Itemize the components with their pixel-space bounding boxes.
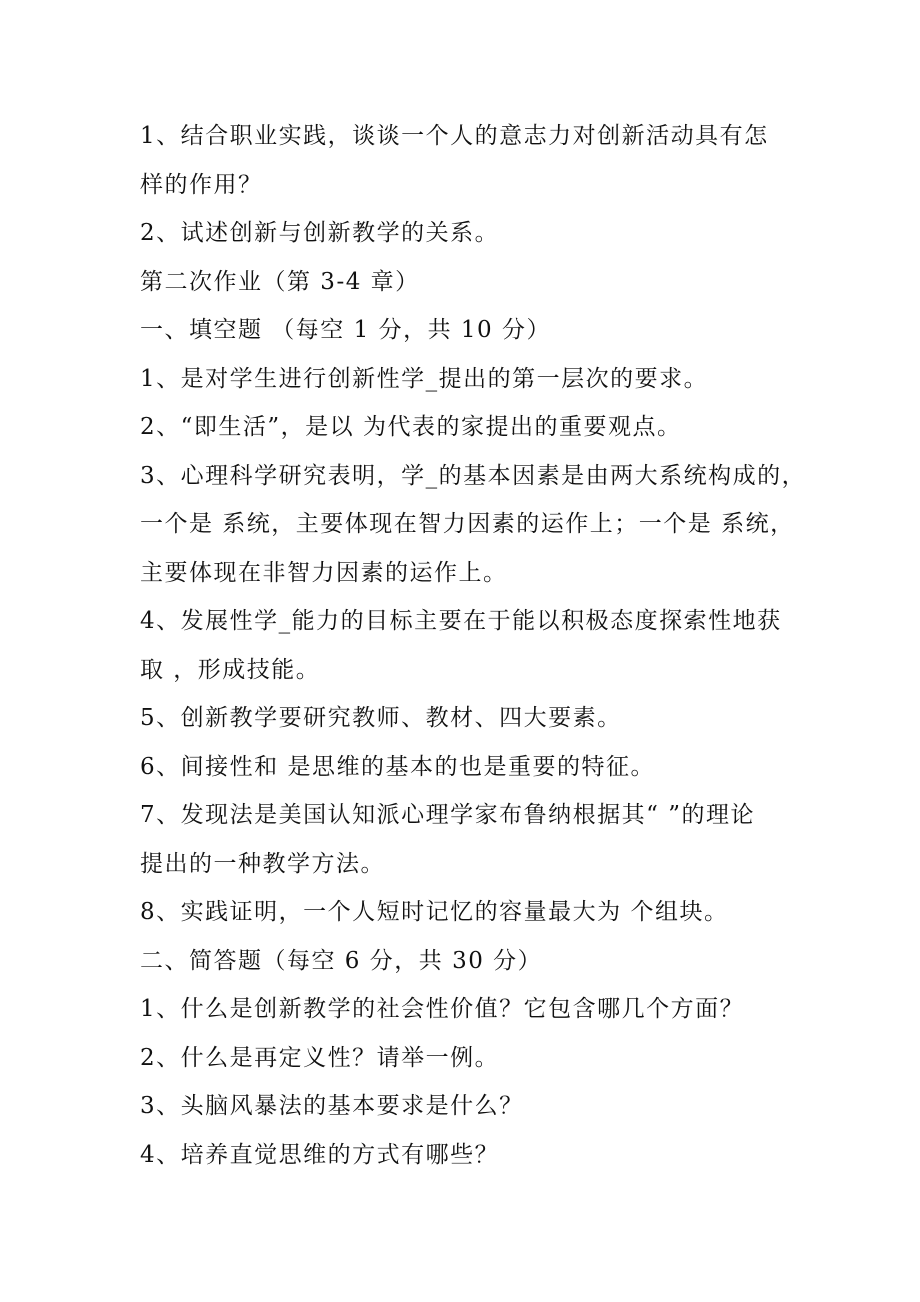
question-line: 取 ，形成技能。 [140, 656, 321, 683]
question-line: 4、培养直觉思维的方式有哪些？ [140, 1141, 500, 1168]
question-line: 2、什么是再定义性？请举一例。 [140, 1044, 500, 1071]
question-line: 1、是对学生进行创新性学_提出的第一层次的要求。 [140, 365, 709, 392]
question-line: 5、创新教学要研究教师、教材、四大要素。 [140, 705, 622, 731]
question-line: 提出的一种教学方法。 [140, 850, 385, 877]
question-line: 3、心理科学研究表明，学_的基本因素是由两大系统构成的， [140, 462, 807, 489]
document-body [140, 112, 807, 1179]
question-line: 1、结合职业实践，谈谈一个人的意志力对创新活动具有怎 [140, 123, 769, 149]
section-heading: 二、简答题（每空 6 分，共 30 分） [140, 947, 543, 974]
question-line: 2、试述创新与创新教学的关系。 [140, 220, 500, 246]
question-line: 3、头脑风暴法的基本要求是什么？ [140, 1093, 524, 1119]
question-line: 6、间接性和 是思维的基本的也是重要的特征。 [140, 753, 655, 780]
question-line: 1、什么是创新教学的社会性价值？它包含哪几个方面？ [140, 996, 745, 1022]
question-line: 主要体现在非智力因素的运作上。 [140, 559, 508, 586]
question-line: 4、发展性学_能力的目标主要在于能以积极态度探索性地获 [140, 608, 782, 634]
question-line: 8、实践证明，一个人短时记忆的容量最大为 个组块。 [140, 899, 729, 925]
question-line: 样的作用？ [140, 171, 263, 198]
question-line: 7、发现法是美国认知派心理学家布鲁纳根据其“ ”的理论 [140, 802, 755, 828]
section-heading: 一、填空题 （每空 1 分，共 10 分） [140, 317, 551, 343]
question-line: 一个是 系统，主要体现在智力因素的运作上；一个是 系统， [140, 511, 795, 537]
section-heading: 第二次作业（第 3-4 章） [140, 268, 420, 295]
question-line: 2、“即生活”，是以 为代表的家提出的重要观点。 [140, 414, 682, 440]
